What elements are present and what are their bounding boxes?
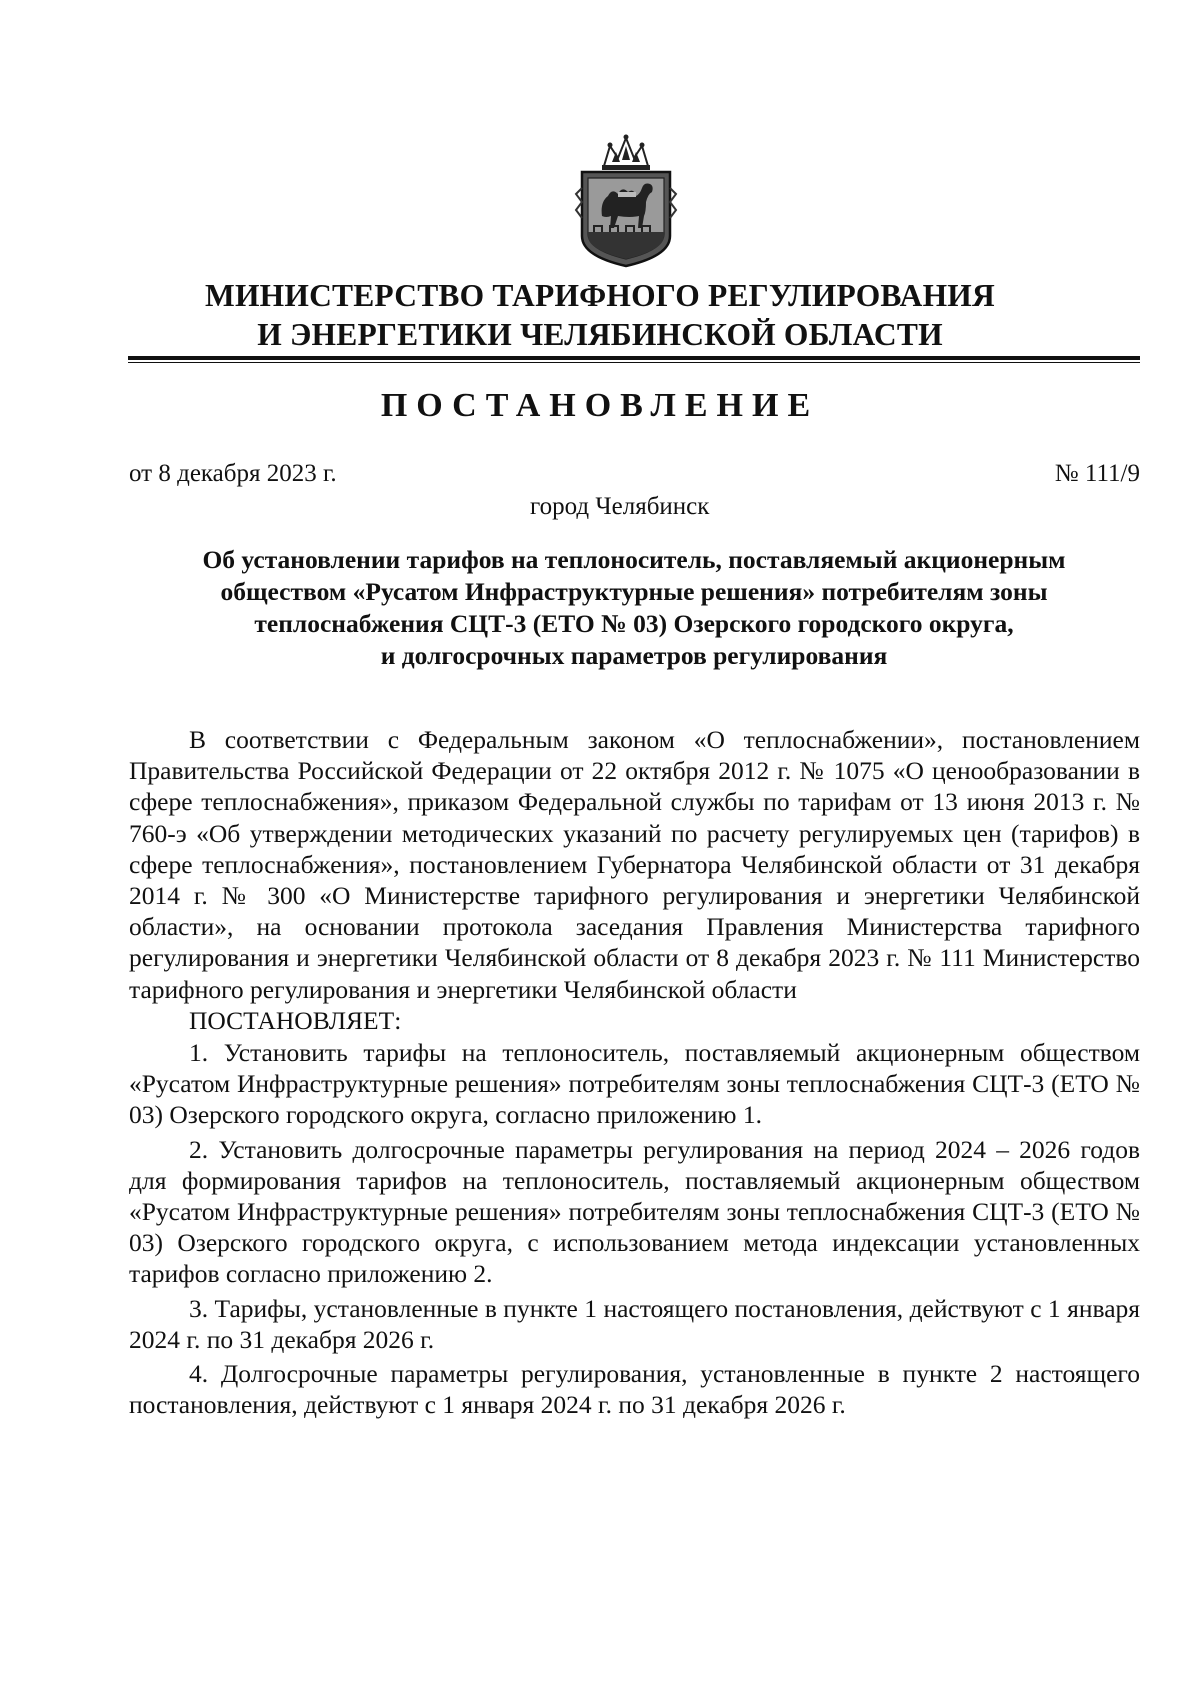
resolution-item-4: 4. Долгосрочные параметры регулирования, установленные в пункте 2 настоящего постановления, действуют с 1 января 2024 г. по 31 декабря 2026 г.	[129, 1359, 1140, 1420]
document-title-line4: и долгосрочных параметров регулирования	[380, 641, 888, 670]
document-type: ПОСТАНОВЛЕНИЕ	[380, 387, 820, 424]
resolution-item-1: 1. Установить тарифы на теплоноситель, поставляемый акционерным обществом «Русатом Инфраструктурные решения» потребителям зоны теплоснабжения СЦТ-3 (ЕТО № 03) Озерского городского округа, согласно приложению 1.	[129, 1038, 1140, 1130]
chelyabinsk-coat-of-arms-icon	[574, 132, 678, 268]
preamble-paragraph: В соответствии с Федеральным законом «О теплоснабжении», постановлением Правительства Российской Федерации от 22 октября 2012 г. № 1075 «О ценообразовании в сфере теплоснабжения», приказом Федеральной службы по тарифам от 13 июня 2013 г. № 760-э «Об утверждении методических указаний по расчету регулируемых цен (тарифов) в сфере теплоснабжения», постановлением Губернатора Челябинской области от 31 декабря 2014 г. № 300 «О Министерстве тарифного регулирования и энергетики Челябинской области», на основании протокола заседания Правления Министерства тарифного регулирования и энергетики Челябинской области от 8 декабря 2023 г. № 111 Министерство тарифного регулирования и энергетики Челябинской области	[129, 725, 1140, 1004]
document-date: от 8 декабря 2023 г.	[129, 460, 337, 487]
document-body	[129, 724, 1140, 1420]
document-title-line3: теплоснабжения СЦТ-3 (ЕТО № 03) Озерского городского округа,	[254, 609, 1014, 638]
ministry-name-line1: МИНИСТЕРСТВО ТАРИФНОГО РЕГУЛИРОВАНИЯ	[205, 278, 995, 313]
resolves-label: ПОСТАНОВЛЯЕТ:	[189, 1005, 402, 1035]
resolution-item-2: 2. Установить долгосрочные параметры регулирования на период 2024 – 2026 годов для формирования тарифов на теплоноситель, поставляемый акционерным обществом «Русатом Инфраструктурные решения» потребителям зоны теплоснабжения СЦТ-3 (ЕТО № 03) Озерского городского округа, с использованием метода индексации установленных тарифов согласно приложению 2.	[129, 1134, 1140, 1289]
header-divider-thick	[128, 356, 1140, 360]
header-divider-thin	[128, 362, 1140, 363]
resolution-item-3: 3. Тарифы, установленные в пункте 1 настоящего постановления, действуют с 1 января 2024 г. по 31 декабря 2026 г.	[129, 1293, 1140, 1354]
document-title	[140, 544, 1128, 672]
document-title-line1: Об установлении тарифов на теплоноситель, поставляемый акционерным	[202, 545, 1066, 574]
ministry-name-line2: И ЭНЕРГЕТИКИ ЧЕЛЯБИНСКОЙ ОБЛАСТИ	[257, 317, 943, 352]
document-city: город Челябинск	[530, 493, 710, 520]
document-number: № 111/9	[1054, 460, 1140, 487]
document-title-line2: обществом «Русатом Инфраструктурные решения» потребителям зоны	[220, 577, 1048, 606]
ministry-name	[120, 276, 1080, 354]
